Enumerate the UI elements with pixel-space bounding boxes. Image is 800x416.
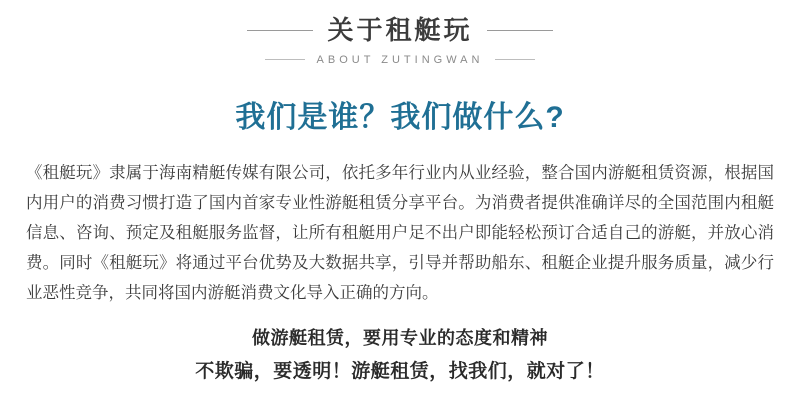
page-title: 关于租艇玩 (327, 15, 473, 45)
slogan-block (0, 324, 800, 383)
header-right-rule (487, 30, 553, 31)
page-subtitle: ABOUT ZUTINGWAN (316, 53, 484, 66)
body-paragraph: 《租艇玩》隶属于海南精艇传媒有限公司，依托多年行业内从业经验，整合国内游艇租赁资源，根据国内用户的消费习惯打造了国内首家专业性游艇租赁分享平台。为消费者提供准确详尽的全国范围内租艇信息、咨询、预定及租艇服务监督，让所有租艇用户足不出户即能轻松预订合适自己的游艇，并放心消费。同时《租艇玩》将通过平台优势及大数据共享，引导并帮助船东、租艇企业提升服务质量，减少行业恶性竞争，共同将国内游艇消费文化导入正确的方向。 (26, 163, 774, 302)
header-subtitle-right-rule (495, 59, 535, 60)
header-subtitle-left-rule (265, 59, 305, 60)
section-header (0, 0, 800, 66)
headline: 我们是谁？我们做什么? (235, 100, 565, 134)
header-title-row (0, 16, 800, 45)
slogan-line-2: 不欺骗，要透明！游艇租赁，找我们，就对了！ (195, 360, 605, 382)
slogan-line-1: 做游艇租赁，要用专业的态度和精神 (252, 327, 548, 348)
header-left-rule (247, 30, 313, 31)
header-subtitle-row (0, 54, 800, 66)
